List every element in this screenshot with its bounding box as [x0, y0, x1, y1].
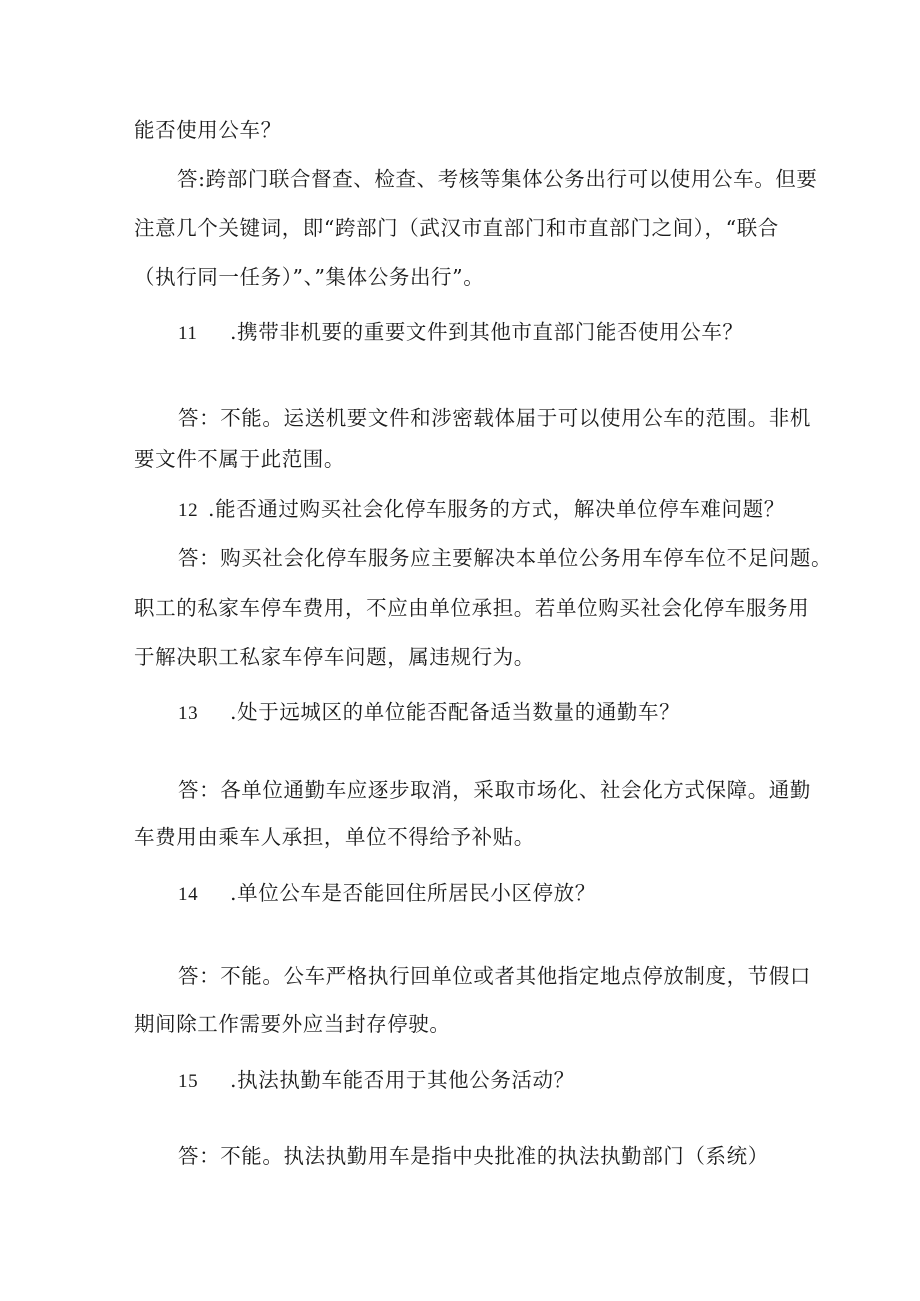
question-number: 14 — [178, 884, 199, 905]
question-text: .单位公车是否能回住所居民小区停放？ — [230, 881, 596, 905]
answer-line: 答：不能。公车严格执行回单位或者其他指定地点停放制度，节假口 — [178, 964, 811, 988]
question-number: 13 — [178, 703, 199, 724]
paragraph-line: （执行同一任务）”、”集体公务出行”。 — [134, 265, 485, 289]
answer-line: 答：不能。运送机要文件和涉密载体届于可以使用公车的范围。非机 — [178, 406, 811, 430]
question-text: .能否通过购买社会化停车服务的方式，解决单位停车难问题？ — [208, 497, 785, 521]
question-number: 11 — [178, 323, 198, 344]
question-text: .携带非机要的重要文件到其他市直部门能否使用公车？ — [230, 320, 744, 344]
question-13 — [178, 697, 680, 729]
paragraph-line: 职工的私家车停车费用，不应由单位承担。若单位购买社会化停车服务用 — [134, 596, 810, 620]
answer-line: 答：购买社会化停车服务应主要解决本单位公务用车停车位不足问题。 — [178, 546, 833, 570]
question-15 — [178, 1065, 575, 1097]
question-11 — [178, 317, 744, 349]
answer-line: 答：各单位通勤车应逐步取消，采取市场化、社会化方式保障。通勤 — [178, 778, 811, 802]
question-number: 12 — [178, 500, 199, 521]
paragraph-line: 于解决职工私家车停车问题，属违规行为。 — [134, 645, 535, 669]
answer-line: 答:跨部门联合督查、检查、考核等集体公务出行可以使用公车。但要 — [177, 167, 818, 191]
paragraph-line: 期间除工作需要外应当封存停驶。 — [134, 1012, 451, 1036]
paragraph-line: 能否使用公车？ — [134, 118, 282, 142]
paragraph-line: 车费用由乘车人承担，单位不得给予补贴。 — [134, 825, 535, 849]
question-12 — [178, 494, 785, 526]
paragraph-line: 要文件不属于此范围。 — [134, 447, 345, 471]
question-number: 15 — [178, 1071, 199, 1092]
question-14 — [178, 878, 596, 910]
question-text: .执法执勤车能否用于其他公务活动？ — [230, 1068, 575, 1092]
paragraph-line: 注意几个关键词，即“跨部门（武汉市直部门和市直部门之间），“联合 — [134, 216, 779, 240]
answer-line: 答：不能。执法执勤用车是指中央批准的执法执勤部门（系统） — [178, 1144, 769, 1168]
question-text: .处于远城区的单位能否配备适当数量的通勤车？ — [230, 700, 681, 724]
